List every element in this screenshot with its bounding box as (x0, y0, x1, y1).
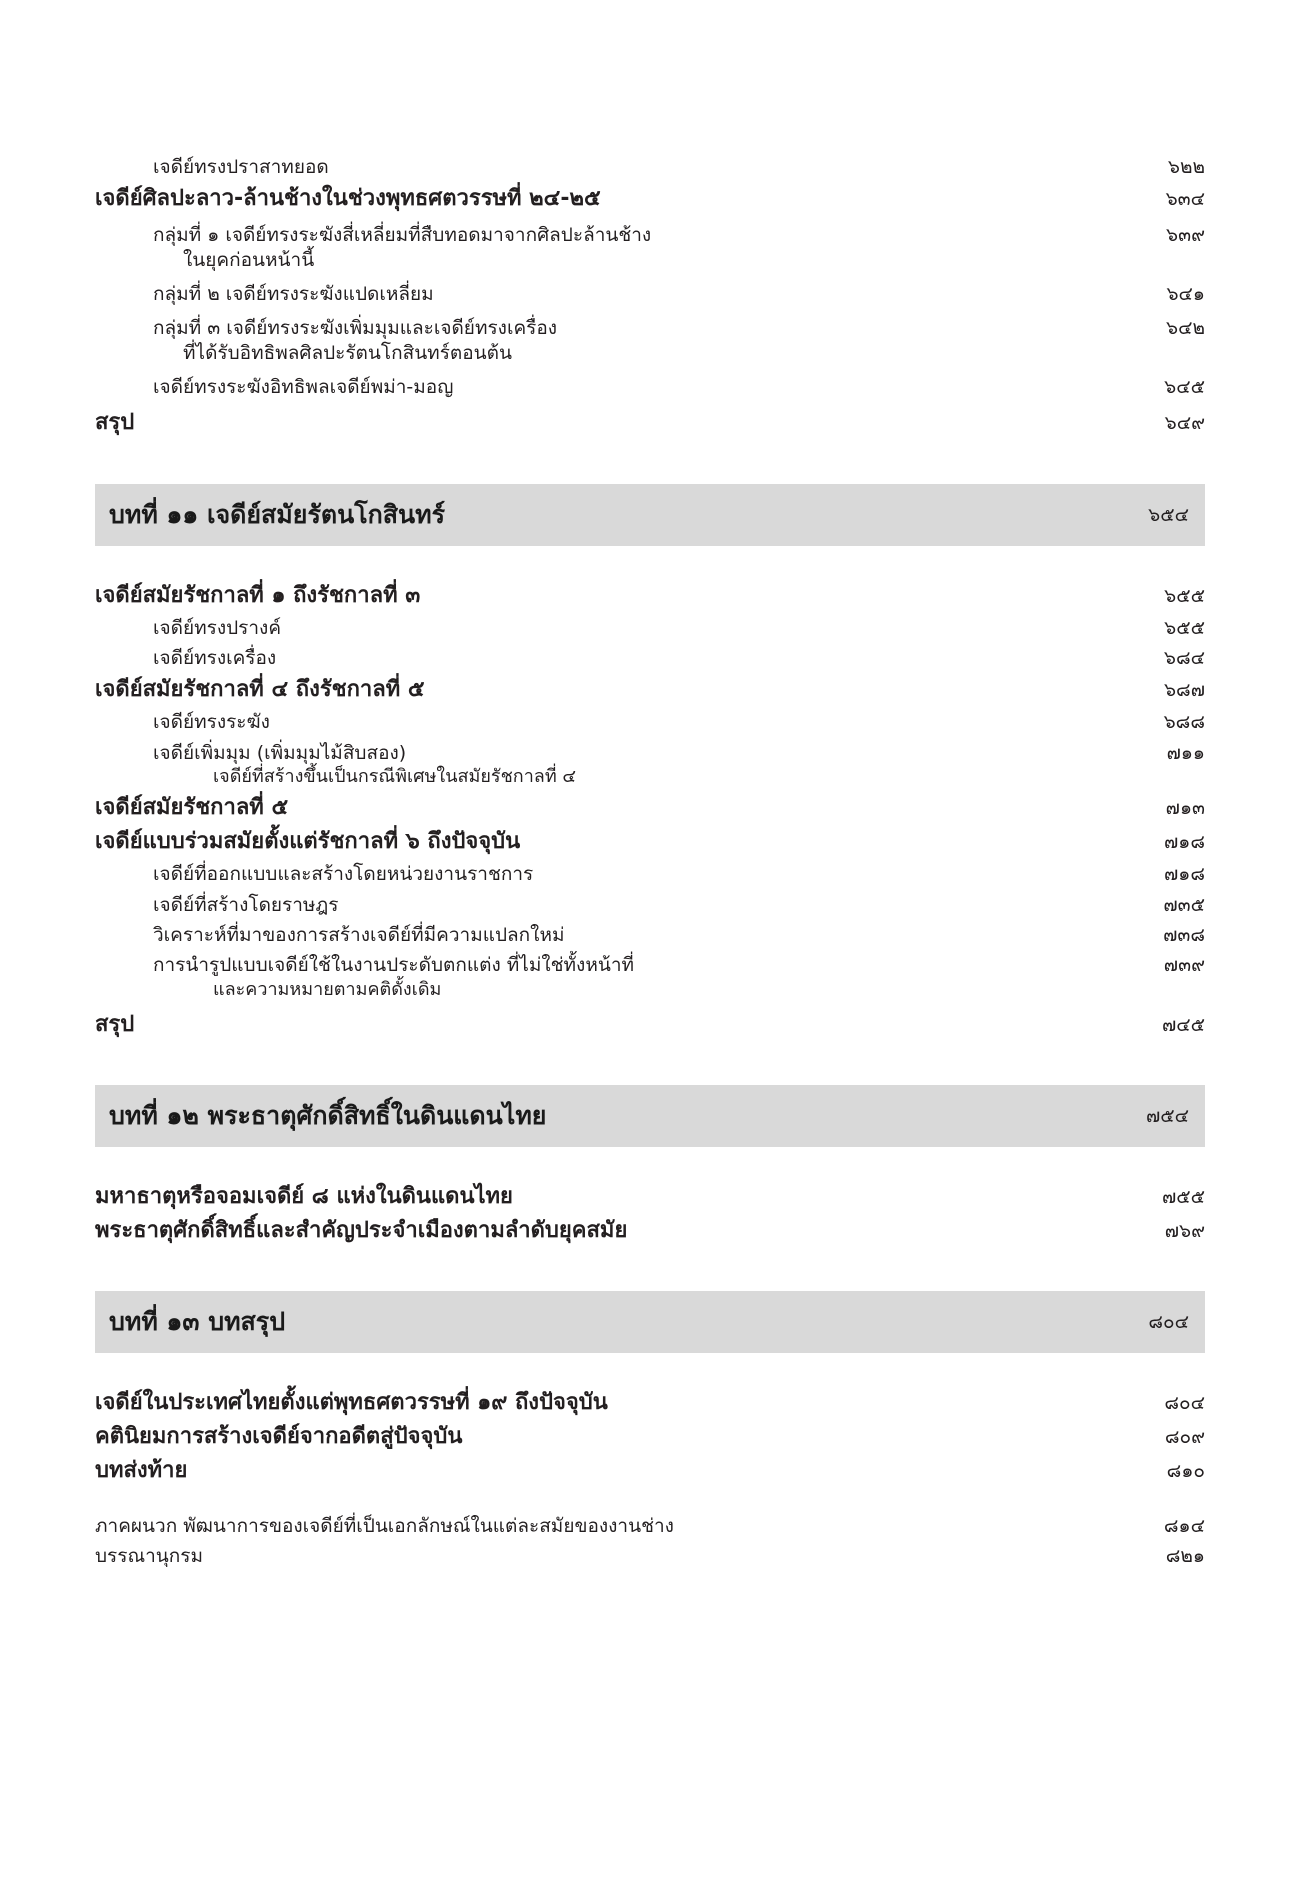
toc-entry[interactable] (95, 1389, 1205, 1417)
chapter-page: ๖๕๔ (1148, 503, 1189, 526)
chapter-title: บทที่ ๑๓ บทสรุป (109, 1307, 286, 1337)
toc-entry-title: เจดีย์เพิ่มมุม (เพิ่มมุมไม้สิบสอง) (153, 741, 407, 764)
toc-entry-title: เจดีย์แบบร่วมสมัยตั้งแต่รัชกาลที่ ๖ ถึงปัจจุบัน (95, 829, 521, 855)
toc-entry-page: ๗๓๕ (1163, 893, 1205, 916)
toc-entry-title: สรุป (95, 1011, 135, 1037)
toc-entry[interactable] (95, 923, 1205, 947)
toc-entry-page: ๖๕๕ (1164, 616, 1205, 639)
chapter-title: บทที่ ๑๑ เจดีย์สมัยรัตนโกสินทร์ (109, 499, 446, 529)
toc-entry-page: ๘๒๑ (1165, 1544, 1205, 1567)
toc-entry-page: ๘๐๔ (1164, 1392, 1205, 1415)
toc-entry-page: ๖๘๔ (1163, 646, 1205, 669)
toc-entry[interactable] (95, 582, 1205, 610)
toc-entry[interactable] (95, 1183, 1205, 1211)
toc-entry[interactable] (95, 676, 1205, 704)
toc-entry-title: ภาคผนวก พัฒนาการของเจดีย์ที่เป็นเอกลักษณ์ในแต่ละสมัยของงานช่าง (95, 1514, 674, 1537)
toc-entry-page: ๖๔๕ (1164, 376, 1205, 399)
toc-entry-page: ๖๘๘ (1163, 711, 1205, 734)
toc-entry[interactable] (95, 1423, 1205, 1451)
toc-entry[interactable] (95, 616, 1205, 640)
toc-entry[interactable] (95, 282, 1205, 306)
toc-entry-page: ๘๑๐ (1166, 1460, 1205, 1483)
toc-entry[interactable] (95, 375, 1205, 399)
toc-entry-title: คตินิยมการสร้างเจดีย์จากอดีตสู่ปัจจุบัน (95, 1424, 463, 1450)
toc-entry-continuation: ในยุคก่อนหน้านี้ (183, 248, 315, 271)
toc-entry[interactable] (95, 1011, 1205, 1039)
toc-entry[interactable] (95, 794, 1205, 822)
toc-entry[interactable] (95, 223, 1205, 247)
toc-entry-page: ๗๕๕ (1161, 1185, 1205, 1208)
toc-entry-page: ๗๓๘ (1163, 924, 1205, 947)
toc-entry-title: เจดีย์สมัยรัชกาลที่ ๔ ถึงรัชกาลที่ ๕ (95, 677, 425, 703)
toc-entry-page: ๘๐๙ (1164, 1426, 1205, 1449)
toc-entry-title: เจดีย์ทรงเครื่อง (153, 646, 277, 669)
chapter-page: ๗๕๔ (1145, 1104, 1189, 1127)
toc-entry[interactable] (95, 862, 1205, 886)
toc-entry[interactable] (95, 828, 1205, 856)
toc-entry[interactable] (95, 710, 1205, 734)
toc-entry-title: เจดีย์ทรงปรางค์ (153, 616, 282, 639)
toc-entry-title: กลุ่มที่ ๓ เจดีย์ทรงระฆังเพิ่มมุมและเจดีย์ทรงเครื่อง (153, 317, 558, 340)
toc-entry-page: ๗๓๙ (1163, 954, 1205, 977)
toc-entry-continuation: และความหมายตามคติดั้งเดิม (213, 978, 442, 1000)
toc-entry-bibliography[interactable] (95, 1544, 1205, 1568)
toc-entry-page: ๖๓๔ (1165, 188, 1205, 211)
toc-entry[interactable] (95, 316, 1205, 340)
toc-entry-page: ๖๕๕ (1164, 584, 1205, 607)
toc-entry-page: ๗๑๘ (1163, 831, 1205, 854)
toc-entry-title: เจดีย์ในประเทศไทยตั้งแต่พุทธศตวรรษที่ ๑๙ ถึงปัจจุบัน (95, 1390, 608, 1416)
toc-entry[interactable] (95, 1457, 1205, 1485)
toc-entry-page: ๗๑๘ (1163, 863, 1205, 886)
toc-entry-title: เจดีย์ทรงระฆังอิทธิพลเจดีย์พม่า-มอญ (153, 376, 454, 399)
toc-entry-title: กลุ่มที่ ๑ เจดีย์ทรงระฆังสี่เหลี่ยมที่สืบทอดมาจากศิลปะล้านช้าง (153, 224, 652, 247)
toc-entry-title: เจดีย์สมัยรัชกาลที่ ๑ ถึงรัชกาลที่ ๓ (95, 582, 421, 608)
toc-entry-page: ๖๔๑ (1166, 283, 1205, 306)
toc-entry[interactable] (95, 646, 1205, 670)
toc-entry-title: วิเคราะห์ที่มาของการสร้างเจดีย์ที่มีความแปลกใหม่ (153, 924, 565, 947)
toc-entry-title: มหาธาตุหรือจอมเจดีย์ ๘ แห่งในดินแดนไทย (95, 1183, 513, 1209)
toc-entry[interactable] (95, 155, 1205, 179)
toc-entry-appendix[interactable] (95, 1514, 1205, 1538)
chapter-page: ๘๐๔ (1148, 1311, 1189, 1334)
toc-entry-page: ๘๑๔ (1163, 1514, 1205, 1537)
toc-entry-page: ๗๑๓ (1165, 797, 1205, 820)
toc-entry-page: ๗๑๑ (1166, 741, 1205, 764)
toc-entry-continuation: เจดีย์ที่สร้างขึ้นเป็นกรณีพิเศษในสมัยรัชกาลที่ ๔ (213, 766, 577, 788)
toc-entry[interactable] (95, 185, 1205, 213)
toc-entry-title: พระธาตุศักดิ์สิทธิ์และสำคัญประจำเมืองตามลำดับยุคสมัย (95, 1218, 628, 1243)
toc-entry-page: ๖๘๗ (1163, 679, 1205, 702)
toc-entry-page: ๗๔๕ (1161, 1013, 1205, 1036)
toc-entry-title: กลุ่มที่ ๒ เจดีย์ทรงระฆังแปดเหลี่ยม (153, 283, 434, 306)
toc-entry-title: สรุป (95, 410, 135, 436)
chapter-band-13[interactable] (95, 1291, 1205, 1353)
toc-entry-title: เจดีย์สมัยรัชกาลที่ ๕ (95, 795, 289, 821)
toc-entry[interactable] (95, 893, 1205, 917)
toc-entry-title: เจดีย์ที่สร้างโดยราษฎร (153, 893, 339, 916)
toc-entry-title: บทส่งท้าย (95, 1458, 188, 1484)
toc-list (95, 155, 1205, 1568)
toc-entry-title: เจดีย์ศิลปะลาว-ล้านช้างในช่วงพุทธศตวรรษที่ ๒๔-๒๕ (95, 186, 601, 212)
toc-entry-page: ๖๓๙ (1166, 224, 1205, 247)
toc-entry-title: เจดีย์ทรงปราสาทยอด (153, 156, 329, 178)
toc-entry-page: ๖๔๒ (1166, 317, 1205, 340)
toc-entry-title: การนำรูปแบบเจดีย์ใช้ในงานประดับตกแต่ง ที่ไม่ใช่ทั้งหน้าที่ (153, 954, 635, 977)
chapter-title: บทที่ ๑๒ พระธาตุศักดิ์สิทธิ์ในดินแดนไทย (109, 1100, 547, 1130)
chapter-band-12[interactable] (95, 1085, 1205, 1147)
toc-entry-title: บรรณานุกรม (95, 1544, 203, 1567)
toc-entry-page: ๖๔๙ (1164, 412, 1205, 435)
toc-entry-continuation: ที่ได้รับอิทธิพลศิลปะรัตนโกสินทร์ตอนต้น (183, 341, 512, 364)
toc-entry[interactable] (95, 409, 1205, 437)
toc-entry-title: เจดีย์ทรงระฆัง (153, 711, 270, 734)
toc-entry-page: ๖๒๒ (1167, 156, 1205, 178)
toc-entry-title: เจดีย์ที่ออกแบบและสร้างโดยหน่วยงานราชการ (153, 863, 534, 886)
toc-entry[interactable] (95, 953, 1205, 977)
toc-entry-page: ๗๖๙ (1164, 1220, 1205, 1242)
toc-entry[interactable] (95, 741, 1205, 765)
chapter-band-11[interactable] (95, 484, 1205, 546)
toc-entry[interactable] (95, 1217, 1205, 1245)
